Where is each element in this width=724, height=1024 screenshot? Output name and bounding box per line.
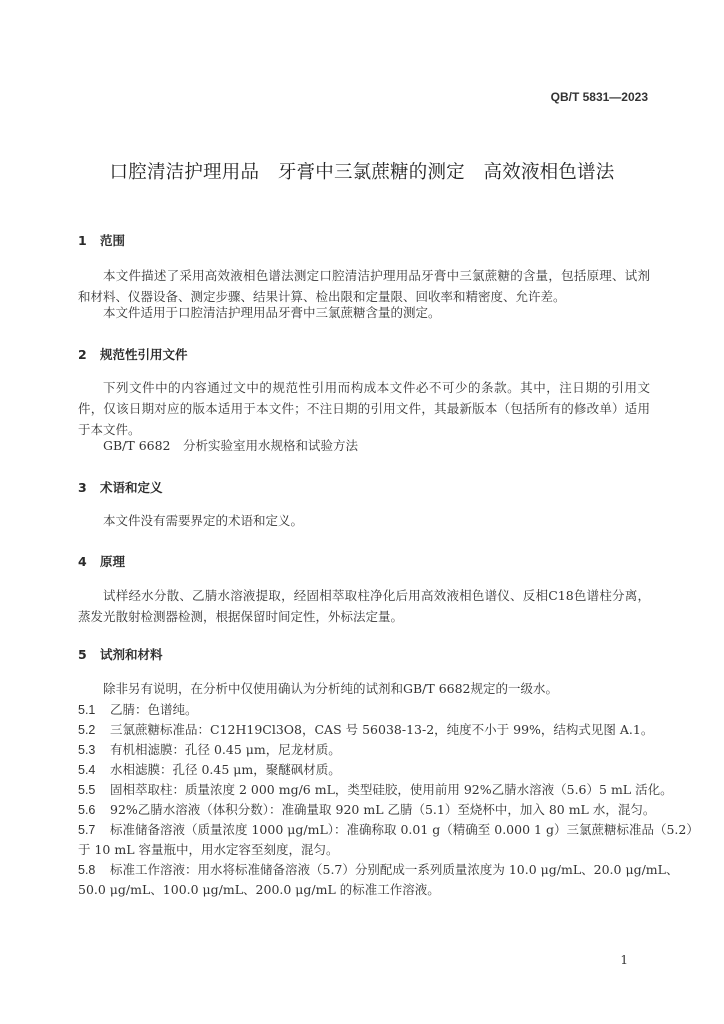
section-number: 5 xyxy=(78,647,87,662)
section-number: 3 xyxy=(78,480,87,495)
item-text: 标准工作溶液：用水将标准储备溶液（5.7）分别配成一系列质量浓度为 10.0 μg/mL、20.0 μg/mL、 xyxy=(110,862,679,877)
list-item xyxy=(78,800,655,818)
section-5-intro: 除非另有说明，在分析中仅使用确认为分析纯的试剂和GB/T 6682规定的一级水。 xyxy=(103,681,559,696)
section-number: 4 xyxy=(78,554,87,569)
section-number: 2 xyxy=(78,347,87,362)
section-2-heading xyxy=(78,345,188,363)
section-3-heading xyxy=(78,478,163,496)
page-number: 1 xyxy=(620,953,628,967)
section-1-paragraph-2: 本文件适用于口腔清洁护理用品牙膏中三氯蔗糖含量的测定。 xyxy=(103,305,441,320)
list-item xyxy=(78,780,673,798)
list-item xyxy=(78,700,198,718)
item-number: 5.2 xyxy=(78,723,96,737)
document-title: 口腔清洁护理用品 牙膏中三氯蔗糖的测定 高效液相色谱法 xyxy=(109,162,615,183)
item-number: 5.5 xyxy=(78,783,96,797)
item-text: 乙腈：色谱纯。 xyxy=(110,702,198,717)
item-number: 5.6 xyxy=(78,803,96,817)
standard-code: QB/T 5831—2023 xyxy=(550,90,648,104)
list-item xyxy=(78,820,699,838)
section-5-heading xyxy=(78,645,163,663)
section-title: 规范性引用文件 xyxy=(100,347,188,362)
section-1-paragraph-1: 本文件描述了采用高效液相色谱法测定口腔清洁护理用品牙膏中三氯蔗糖的含量，包括原理、试剂和材料、仪器设备、测定步骤、结果计算、检出限和定量限、回收率和精密度、允许差。 xyxy=(78,268,650,304)
item-number: 5.7 xyxy=(78,823,96,837)
item-text: 有机相滤膜：孔径 0.45 μm，尼龙材质。 xyxy=(110,742,341,757)
section-4-paragraph-1: 试样经水分散、乙腈水溶液提取，经固相萃取柱净化后用高效液相色谱仪、反相C18色谱柱分离，蒸发光散射检测器检测，根据保留时间定性，外标法定量。 xyxy=(78,588,650,624)
section-title: 原理 xyxy=(100,554,126,569)
section-title: 术语和定义 xyxy=(100,480,163,495)
item-number: 5.1 xyxy=(78,703,96,717)
item-text: 水相滤膜：孔径 0.45 μm，聚醚砜材质。 xyxy=(110,762,341,777)
list-item xyxy=(78,740,341,758)
section-title: 范围 xyxy=(100,233,126,248)
section-1-heading xyxy=(78,231,125,249)
normative-reference: GB/T 6682 分析实验室用水规格和试验方法 xyxy=(103,438,359,453)
item-text: 三氯蔗糖标准品：C12H19Cl3O8，CAS 号 56038-13-2，纯度不小于 99%，结构式见图 A.1。 xyxy=(110,722,654,737)
item-text: 固相萃取柱：质量浓度 2 000 mg/6 mL，类型硅胶，使用前用 92%乙腈水溶液（5.6）5 mL 活化。 xyxy=(110,782,673,797)
item-number: 5.4 xyxy=(78,763,96,777)
section-number: 1 xyxy=(78,233,87,248)
section-3-paragraph-1: 本文件没有需要界定的术语和定义。 xyxy=(103,513,304,528)
item-number: 5.3 xyxy=(78,743,96,757)
section-title: 试剂和材料 xyxy=(100,647,163,662)
section-2-paragraph-1: 下列文件中的内容通过文中的规范性引用而构成本文件必不可少的条款。其中，注日期的引用文件，仅该日期对应的版本适用于本文件；不注日期的引用文件，其最新版本（包括所有的修改单）适用于本文件。 xyxy=(78,380,650,437)
item-number: 5.8 xyxy=(78,863,96,877)
item-text: 标准储备溶液（质量浓度 1000 μg/mL）：准确称取 0.01 g（精确至 0.000 1 g）三氯蔗糖标准品（5.2） xyxy=(110,822,699,837)
list-item xyxy=(78,760,341,778)
item-text: 92%乙腈水溶液（体积分数）：准确量取 920 mL 乙腈（5.1）至烧杯中，加入 80 mL 水，混匀。 xyxy=(110,802,656,817)
list-item-continuation: 50.0 μg/mL、100.0 μg/mL、200.0 μg/mL 的标准工作溶液。 xyxy=(78,882,440,897)
list-item xyxy=(78,720,653,738)
list-item-continuation: 于 10 mL 容量瓶中，用水定容至刻度，混匀。 xyxy=(78,842,339,857)
section-4-heading xyxy=(78,552,125,570)
list-item xyxy=(78,860,678,878)
